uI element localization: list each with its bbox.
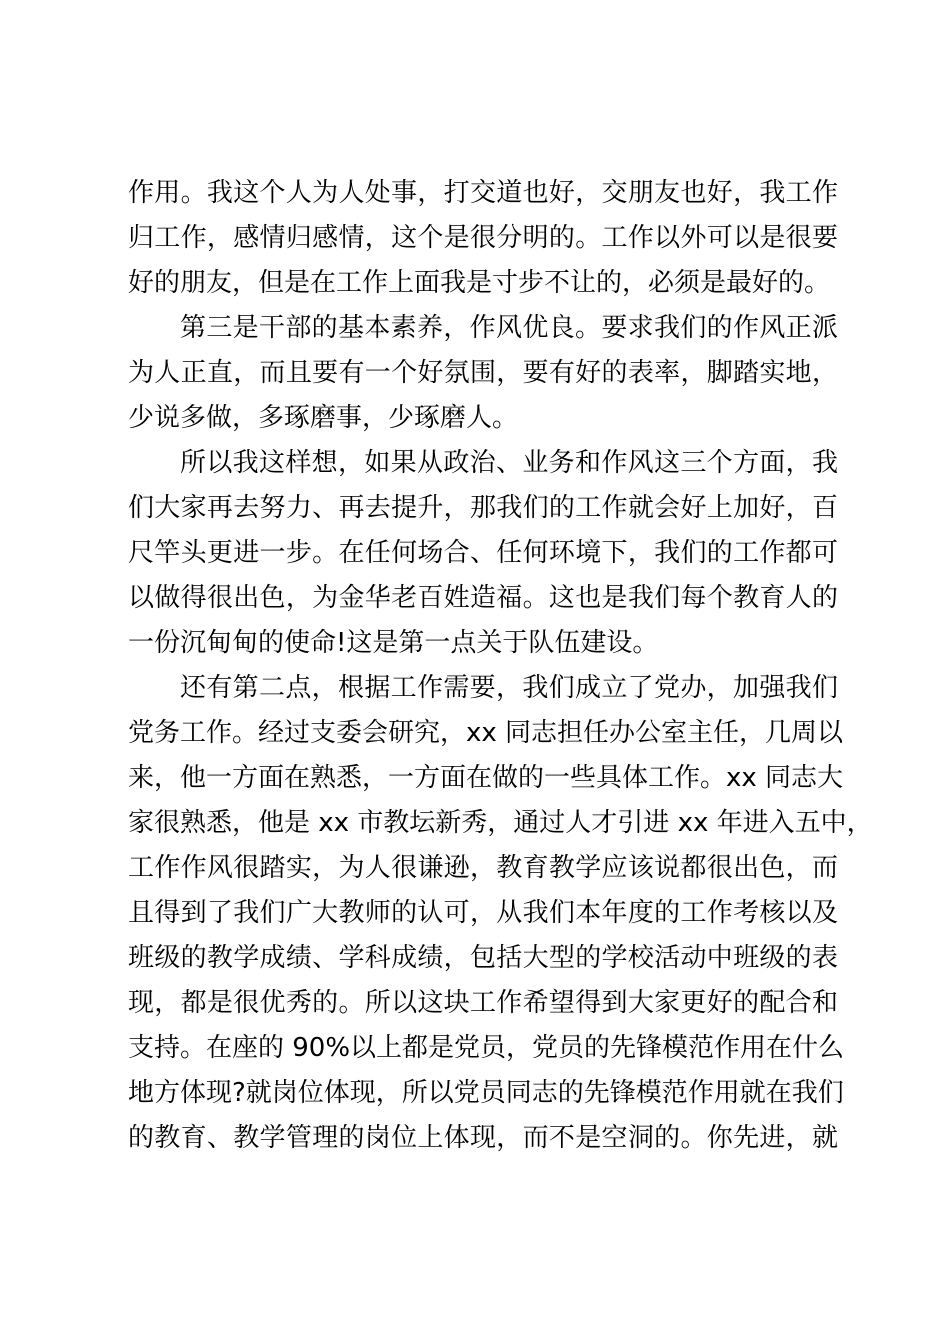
text-line: 们大家再去努力、再去提升，那我们的工作就会好上加好，百 [128,493,838,523]
text-line: 以做得很出色，为金华老百姓造福。这也是我们每个教育人的 [128,583,838,613]
text-line: 来，他一方面在熟悉，一方面在做的一些具体工作。xx 同志大 [128,763,844,793]
document-body [128,171,873,1161]
text-line: 工作作风很踏实，为人很谦逊，教育教学应该说都很出色，而 [128,853,838,883]
text-line: 家很熟悉，他是 xx 市教坛新秀，通过人才引进 xx 年进入五中， [128,808,873,838]
text-line: 归工作，感情归感情，这个是很分明的。工作以外可以是很要 [128,223,838,253]
text-line: 第三是干部的基本素养，作风优良。要求我们的作风正派 [180,313,838,343]
text-line: 党务工作。经过支委会研究，xx 同志担任办公室主任，几周以 [128,718,844,748]
text-line: 所以我这样想，如果从政治、业务和作风这三个方面，我 [180,448,838,478]
text-line: 还有第二点，根据工作需要，我们成立了党办，加强我们 [180,673,838,703]
text-line: 的教育、教学管理的岗位上体现，而不是空洞的。你先进，就 [128,1123,838,1153]
text-line: 为人正直，而且要有一个好氛围，要有好的表率，脚踏实地， [128,358,838,388]
text-line: 一份沉甸甸的使命!这是第一点关于队伍建设。 [128,628,659,658]
text-line: 地方体现?就岗位体现，所以党员同志的先锋模范作用就在我们 [128,1078,844,1108]
text-line: 尺竿头更进一步。在任何场合、任何环境下，我们的工作都可 [128,538,838,568]
text-line: 支持。在座的 90%以上都是党员，党员的先锋模范作用在什么 [128,1033,845,1063]
text-line: 好的朋友，但是在工作上面我是寸步不让的，必须是最好的。 [128,268,831,298]
text-line: 少说多做，多琢磨事，少琢磨人。 [128,403,519,433]
text-line: 且得到了我们广大教师的认可，从我们本年度的工作考核以及 [128,898,838,928]
text-line: 班级的教学成绩、学科成绩，包括大型的学校活动中班级的表 [128,943,838,973]
text-line: 作用。我这个人为人处事，打交道也好，交朋友也好，我工作 [128,178,838,208]
text-line: 现，都是很优秀的。所以这块工作希望得到大家更好的配合和 [128,988,838,1018]
